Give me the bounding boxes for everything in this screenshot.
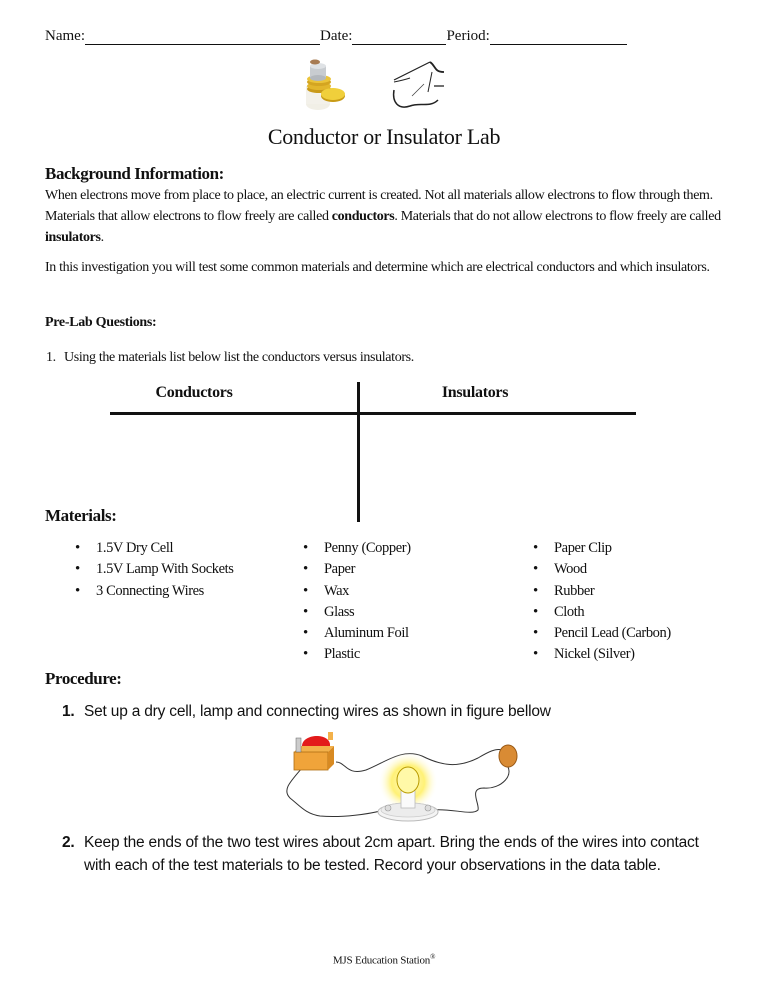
list-item: • Wood bbox=[528, 559, 671, 580]
background-paragraph bbox=[45, 185, 735, 248]
list-item: • Aluminum Foil bbox=[298, 623, 411, 644]
date-label: Date: bbox=[319, 28, 353, 44]
list-item: • Nickel (Silver) bbox=[528, 644, 671, 665]
tchart-horizontal-line bbox=[110, 412, 636, 415]
registered-mark: ® bbox=[430, 953, 436, 961]
prelab-question-text: Using the materials list below list the conductors versus insulators. bbox=[64, 350, 414, 365]
circuit-diagram bbox=[282, 732, 526, 824]
list-item: • Penny (Copper) bbox=[298, 538, 411, 559]
investigation-paragraph: In this investigation you will test some common materials and determine which are electrical conductors and which insulators. bbox=[45, 260, 710, 275]
step-text: Set up a dry cell, lamp and connecting wires as shown in figure bellow bbox=[84, 703, 551, 720]
cloth-sketch-icon bbox=[390, 58, 450, 114]
tchart-insulators-header: Insulators bbox=[441, 384, 509, 401]
name-label: Name: bbox=[45, 28, 85, 44]
prelab-question-number: 1. bbox=[46, 350, 56, 365]
list-item: • Paper bbox=[298, 559, 411, 580]
list-item: • Wax bbox=[298, 581, 411, 602]
materials-heading: Materials: bbox=[45, 506, 117, 525]
step-number: 1. bbox=[62, 703, 75, 720]
list-item: • 1.5V Lamp With Sockets bbox=[70, 559, 234, 580]
list-item: • Rubber bbox=[528, 581, 671, 602]
period-field[interactable] bbox=[490, 30, 627, 45]
term-insulators: insulators bbox=[45, 230, 101, 245]
procedure-step-2 bbox=[62, 831, 714, 877]
name-field[interactable] bbox=[85, 30, 320, 45]
list-item: • 1.5V Dry Cell bbox=[70, 538, 234, 559]
coins-image bbox=[302, 56, 346, 112]
list-item: • Cloth bbox=[528, 602, 671, 623]
procedure-step-1 bbox=[62, 700, 714, 723]
procedure-heading: Procedure: bbox=[45, 669, 122, 688]
prelab-heading: Pre-Lab Questions: bbox=[45, 315, 157, 330]
tchart-insulators-area[interactable] bbox=[362, 418, 636, 498]
list-item: • 3 Connecting Wires bbox=[70, 581, 234, 602]
student-info-header bbox=[45, 28, 725, 45]
cloth-image bbox=[390, 58, 450, 114]
step-text: Keep the ends of the two test wires about 2cm apart. Bring the ends of the wires into contact with each of the test materials to be tested. Record your observations in the data table. bbox=[84, 834, 699, 874]
tchart-conductors-area[interactable] bbox=[110, 418, 355, 498]
step-number: 2. bbox=[62, 834, 75, 851]
materials-list-test-items-2 bbox=[528, 538, 671, 666]
background-text: . Materials that do not allow electrons to flow freely are called bbox=[394, 209, 721, 224]
materials-list-equipment bbox=[70, 538, 234, 602]
list-item: • Pencil Lead (Carbon) bbox=[528, 623, 671, 644]
term-conductors: conductors bbox=[331, 209, 395, 224]
stack-of-coins-icon bbox=[302, 56, 346, 112]
list-item: • Paper Clip bbox=[528, 538, 671, 559]
footer-text: MJS Education Station bbox=[332, 954, 431, 967]
background-text: When electrons move from place to place, an electric current is created. Not all materials allow electrons to flow through them. Materials that allow electrons to flow freely are called bbox=[45, 188, 713, 224]
page-title: Conductor or Insulator Lab bbox=[267, 124, 501, 149]
background-text: . bbox=[100, 230, 104, 245]
materials-list-test-items-1 bbox=[298, 538, 411, 666]
date-field[interactable] bbox=[352, 30, 446, 45]
footer-brand bbox=[0, 953, 768, 967]
background-heading: Background Information: bbox=[45, 164, 224, 183]
list-item: • Glass bbox=[298, 602, 411, 623]
tchart-conductors-header: Conductors bbox=[155, 384, 233, 401]
list-item: • Plastic bbox=[298, 644, 411, 665]
period-label: Period: bbox=[446, 28, 490, 44]
tchart-vertical-line bbox=[357, 382, 360, 522]
circuit-figure bbox=[282, 732, 526, 824]
